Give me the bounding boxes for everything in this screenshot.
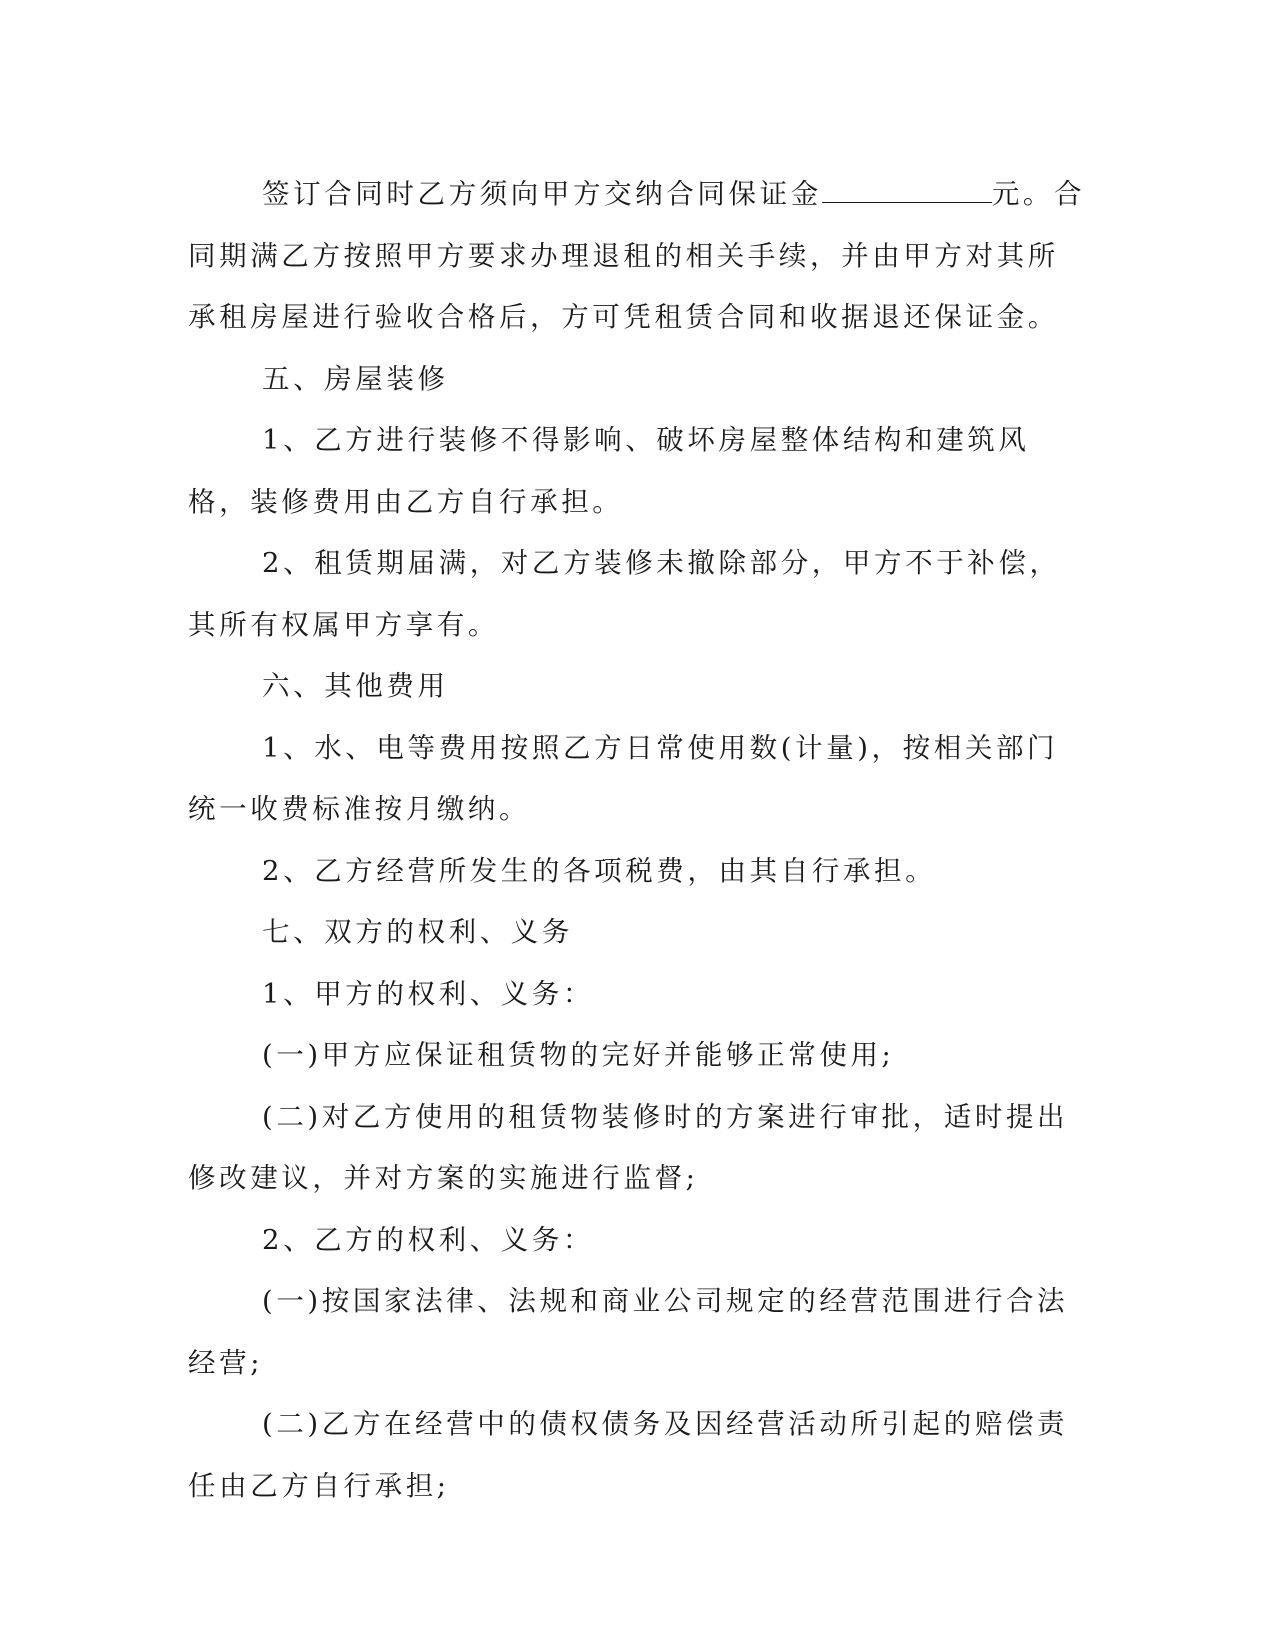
subheading-party-b-rights: 2、乙方的权利、义务： bbox=[262, 1223, 595, 1256]
paragraph-party-a-item-1: (一)甲方应保证租赁物的完好并能够正常使用; bbox=[262, 1039, 895, 1071]
paragraph-fees-2: 2、乙方经营所发生的各项税费，由其自行承担。 bbox=[262, 854, 937, 887]
paragraph-fees-1: 1、水、电等费用按照乙方日常使用数(计量)，按相关部门统一收费标准按月缴纳。 bbox=[188, 731, 1059, 825]
deposit-text-after: 元。合同期满乙方按照甲方要求办理退租的相关手续，并由甲方对其所承租房屋进行验收合格后，方可凭租赁合同和收据退还保证金。 bbox=[188, 178, 1086, 333]
paragraph-deposit bbox=[188, 164, 1088, 349]
paragraph-party-a-item-2: (二)对乙方使用的租赁物装修时的方案进行审批，适时提出修改建议，并对方案的实施进行监督; bbox=[188, 1100, 1069, 1194]
paragraph-renovation-1: 1、乙方进行装修不得影响、破坏房屋整体结构和建筑风格，装修费用由乙方自行承担。 bbox=[188, 424, 1030, 518]
deposit-text-before: 签订合同时乙方须向甲方交纳合同保证金 bbox=[262, 178, 822, 210]
paragraph-party-b-item-2: (二)乙方在经营中的债权债务及因经营活动所引起的赔偿责任由乙方自行承担; bbox=[188, 1408, 1069, 1502]
deposit-amount-blank bbox=[822, 176, 992, 203]
section-heading-other-fees: 六、其他费用 bbox=[262, 670, 449, 702]
paragraph-party-b-item-1: (一)按国家法律、法规和商业公司规定的经营范围进行合法经营; bbox=[188, 1285, 1069, 1379]
section-heading-rights-duties: 七、双方的权利、义务 bbox=[262, 916, 573, 948]
paragraph-renovation-2: 2、租赁期届满，对乙方装修未撤除部分，甲方不于补偿，其所有权属甲方享有。 bbox=[188, 547, 1061, 641]
document-body bbox=[188, 164, 1088, 1517]
section-heading-renovation: 五、房屋装修 bbox=[262, 362, 449, 395]
subheading-party-a-rights: 1、甲方的权利、义务： bbox=[262, 977, 595, 1010]
